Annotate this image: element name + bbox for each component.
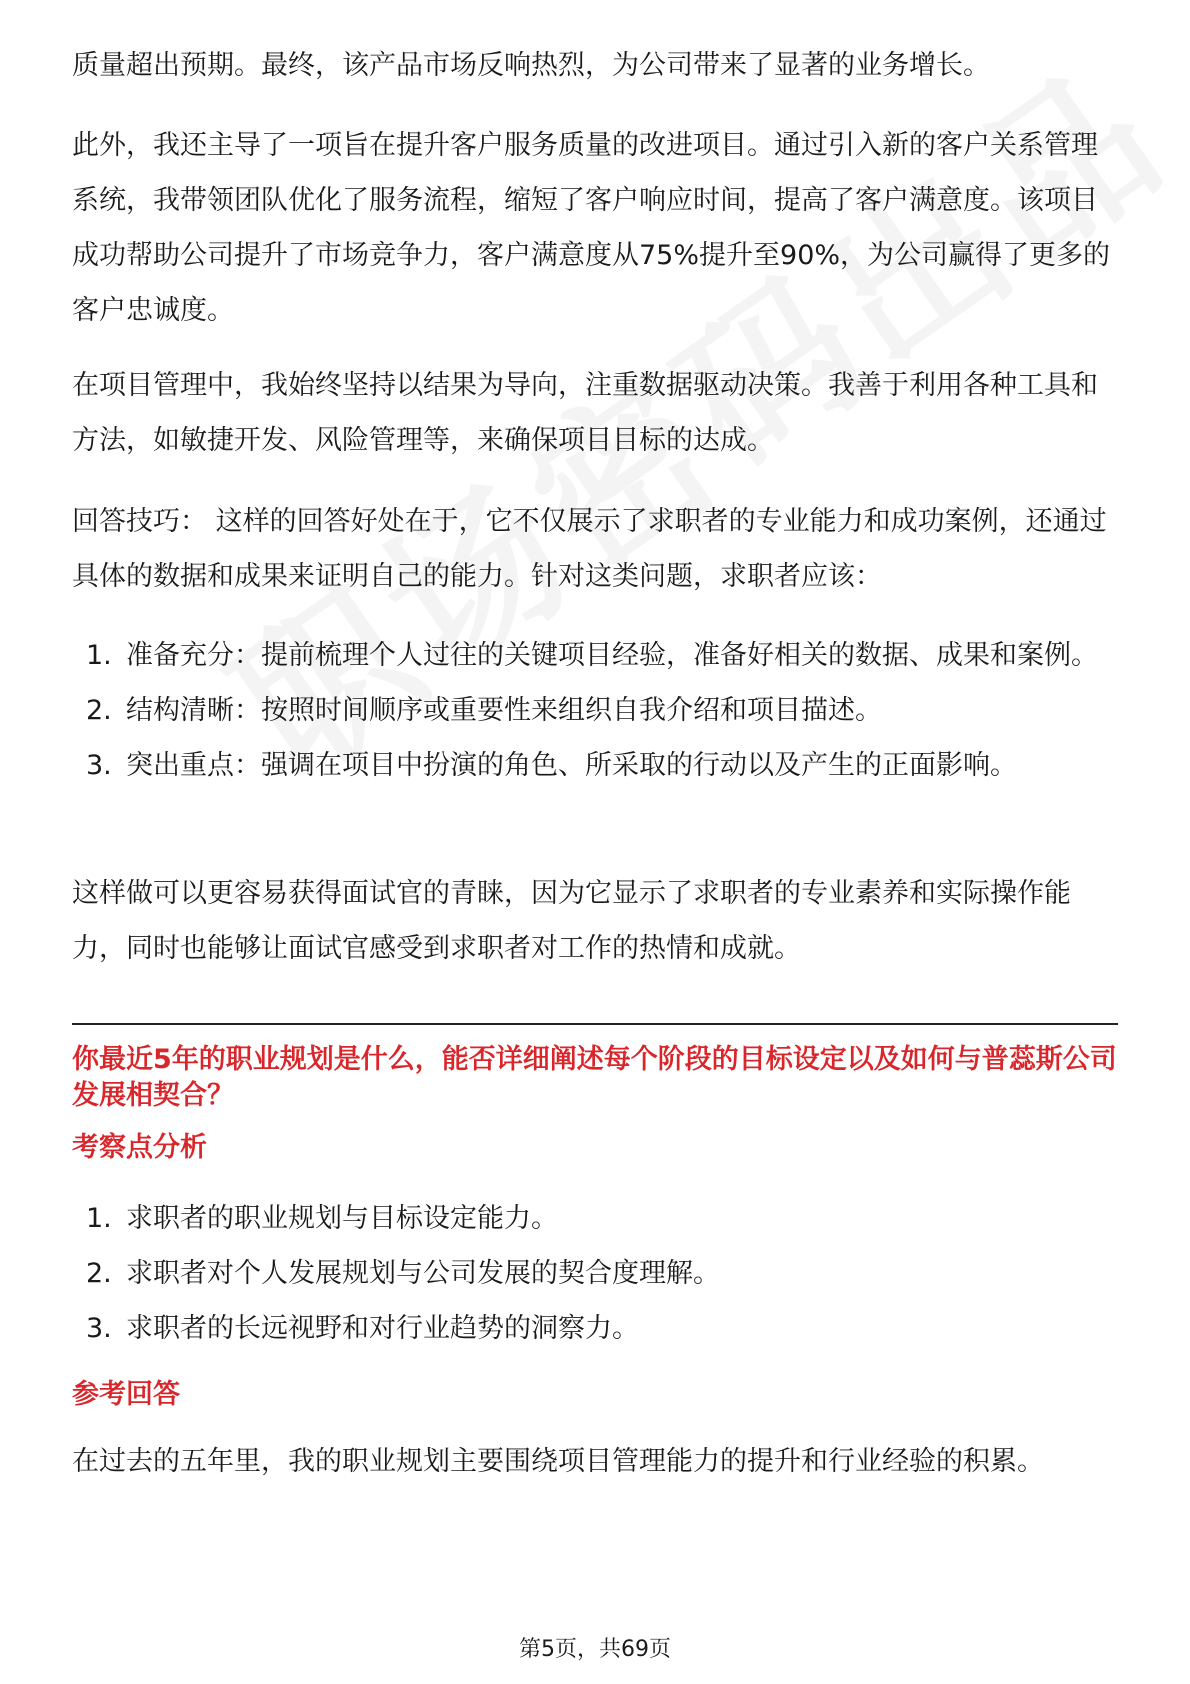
question-heading: 你最近5年的职业规划是什么，能否详细阐述每个阶段的目标设定以及如何与普蕊斯公司发展相契合？ xyxy=(72,1044,1117,1111)
list-item-text: 求职者对个人发展规划与公司发展的契合度理解。 xyxy=(126,1258,720,1289)
list-number: 3. xyxy=(86,1313,112,1344)
section-divider xyxy=(72,1023,1118,1025)
list-item xyxy=(72,738,1118,793)
paragraph-5: 这样做可以更容易获得面试官的青睐，因为它显示了求职者的专业素养和实际操作能力，同时也能够让面试官感受到求职者对工作的热情和成就。 xyxy=(72,878,1071,964)
list-item xyxy=(72,1301,1118,1356)
page-footer: 第5页，共69页 xyxy=(519,1637,671,1662)
list-number: 2. xyxy=(86,1258,112,1289)
list-item xyxy=(72,628,1118,683)
paragraph-answer-tips: 回答技巧： 这样的回答好处在于，它不仅展示了求职者的专业能力和成功案例，还通过具体的数据和成果来证明自己的能力。针对这类问题，求职者应该： xyxy=(72,506,1107,592)
list-number: 1. xyxy=(86,1203,112,1234)
paragraph-3: 在项目管理中，我始终坚持以结果为导向，注重数据驱动决策。我善于利用各种工具和方法，如敏捷开发、风险管理等，来确保项目目标的达成。 xyxy=(72,370,1098,456)
list-item-text: 结构清晰：按照时间顺序或重要性来组织自我介绍和项目描述。 xyxy=(126,695,882,726)
tips-list xyxy=(72,628,1118,793)
paragraph-1: 质量超出预期。最终，该产品市场反响热烈，为公司带来了显著的业务增长。 xyxy=(72,50,990,81)
list-item xyxy=(72,683,1118,738)
analysis-list xyxy=(72,1191,1118,1356)
paragraph-6: 在过去的五年里，我的职业规划主要围绕项目管理能力的提升和行业经验的积累。 xyxy=(72,1446,1044,1477)
list-item xyxy=(72,1246,1118,1301)
list-item-text: 求职者的职业规划与目标设定能力。 xyxy=(126,1203,558,1234)
analysis-heading: 考察点分析 xyxy=(72,1132,207,1163)
list-number: 2. xyxy=(86,695,112,726)
answer-heading: 参考回答 xyxy=(72,1379,180,1410)
list-number: 1. xyxy=(86,640,112,671)
list-item-text: 突出重点：强调在项目中扮演的角色、所采取的行动以及产生的正面影响。 xyxy=(126,750,1017,781)
list-item xyxy=(72,1191,1118,1246)
paragraph-2: 此外，我还主导了一项旨在提升客户服务质量的改进项目。通过引入新的客户关系管理系统，我带领团队优化了服务流程，缩短了客户响应时间，提高了客户满意度。该项目成功帮助公司提升了市场竞争力，客户满意度从75%提升至90%，为公司赢得了更多的客户忠诚度。 xyxy=(72,130,1111,326)
list-number: 3. xyxy=(86,750,112,781)
list-item-text: 求职者的长远视野和对行业趋势的洞察力。 xyxy=(126,1313,639,1344)
list-item-text: 准备充分：提前梳理个人过往的关键项目经验，准备好相关的数据、成果和案例。 xyxy=(126,640,1098,671)
